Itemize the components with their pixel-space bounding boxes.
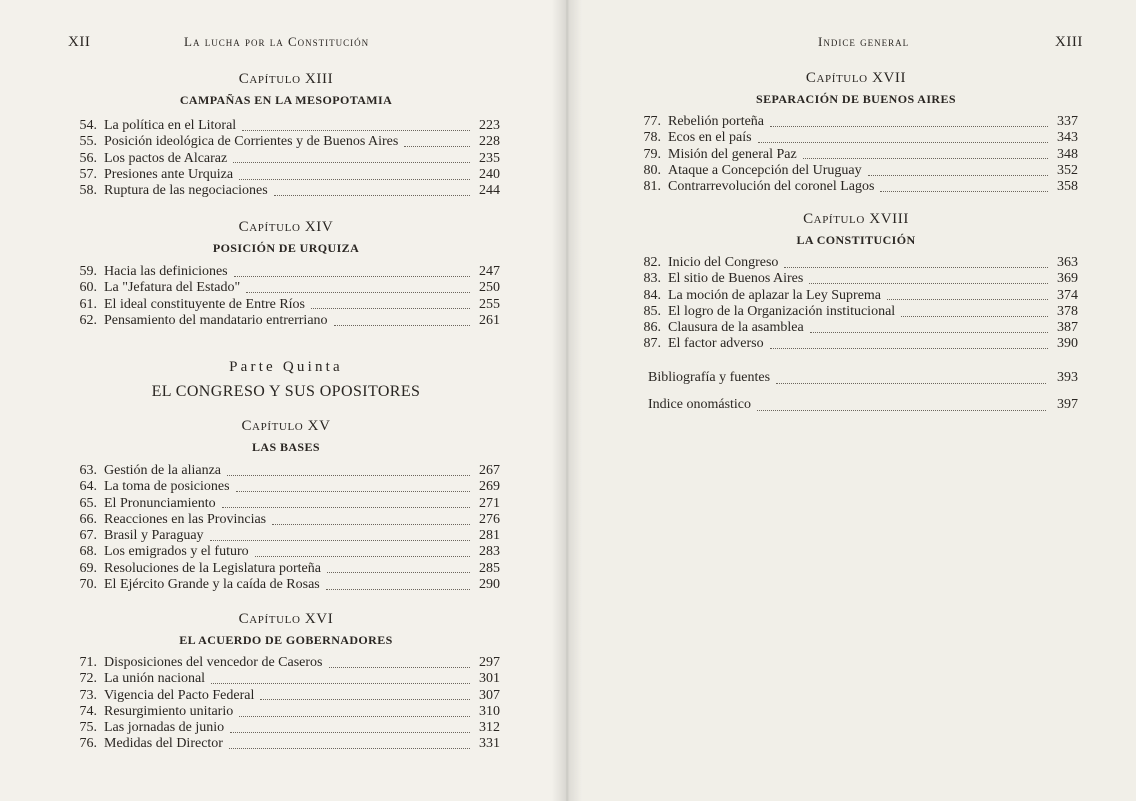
toc-entry[interactable] bbox=[60, 704, 500, 720]
dot-leader bbox=[784, 257, 1048, 268]
entry-page: 387 bbox=[1057, 320, 1078, 336]
dot-leader bbox=[260, 689, 470, 700]
entry-number: 64. bbox=[79, 479, 97, 495]
right-page-number: XIII bbox=[1055, 34, 1083, 50]
entry-page: 337 bbox=[1057, 114, 1078, 129]
entry-page: 269 bbox=[479, 479, 500, 495]
back-matter-page: 397 bbox=[1057, 397, 1078, 412]
entry-page: 331 bbox=[479, 736, 500, 752]
entry-number: 68. bbox=[79, 544, 97, 560]
toc-entry[interactable] bbox=[60, 264, 500, 280]
toc-entry[interactable] bbox=[624, 179, 1078, 195]
dot-leader bbox=[230, 722, 470, 733]
toc-entry[interactable] bbox=[60, 577, 500, 593]
entry-title: La unión nacional bbox=[104, 671, 206, 687]
entry-number: 79. bbox=[643, 146, 661, 162]
toc-entry[interactable] bbox=[624, 271, 1078, 287]
entry-title: Los emigrados y el futuro bbox=[104, 544, 249, 560]
entry-page: 390 bbox=[1057, 336, 1078, 352]
toc-entry[interactable] bbox=[60, 561, 500, 577]
entry-title: Medidas del Director bbox=[104, 736, 223, 752]
entry-page: 250 bbox=[479, 280, 500, 296]
entry-number: 59. bbox=[79, 264, 97, 279]
toc-entry[interactable] bbox=[60, 512, 500, 528]
entry-title: Rebelión porteña bbox=[668, 114, 765, 129]
toc-entry[interactable] bbox=[624, 130, 1078, 146]
toc-entry[interactable] bbox=[624, 163, 1078, 179]
entry-page: 290 bbox=[479, 577, 500, 593]
entry-number: 56. bbox=[79, 150, 97, 166]
dot-leader bbox=[234, 266, 470, 277]
entry-title: El ideal constituyente de Entre Ríos bbox=[104, 296, 306, 312]
entry-number: 81. bbox=[643, 179, 661, 195]
dot-leader bbox=[329, 657, 471, 668]
left-page-number: XII bbox=[68, 34, 91, 50]
entry-page: 223 bbox=[479, 118, 500, 133]
entry-title: Misión del general Paz bbox=[668, 146, 797, 162]
entry-page: 271 bbox=[479, 495, 500, 511]
entry-page: 378 bbox=[1057, 303, 1078, 319]
toc-entry[interactable] bbox=[60, 544, 500, 560]
chapter-18-entries bbox=[624, 255, 1078, 353]
dot-leader bbox=[404, 136, 470, 147]
entry-page: 312 bbox=[479, 720, 500, 736]
dot-leader bbox=[210, 530, 470, 541]
entry-number: 75. bbox=[79, 720, 97, 736]
chapter-17-entries bbox=[624, 114, 1078, 195]
entry-page: 244 bbox=[479, 183, 500, 199]
dot-leader bbox=[803, 148, 1048, 159]
entry-page: 310 bbox=[479, 703, 500, 719]
entry-number: 60. bbox=[79, 280, 97, 296]
entry-title: El Ejército Grande y la caída de Rosas bbox=[104, 577, 320, 593]
dot-leader bbox=[809, 273, 1048, 284]
chapter-17-subtitle: SEPARACIÓN DE BUENOS AIRES bbox=[756, 92, 956, 106]
chapter-16-entries bbox=[60, 655, 500, 753]
entry-number: 65. bbox=[79, 495, 97, 511]
entry-title: Inicio del Congreso bbox=[668, 255, 779, 270]
dot-leader bbox=[757, 400, 1046, 411]
chapter-15-subtitle: LAS BASES bbox=[252, 440, 320, 454]
toc-entry[interactable] bbox=[60, 151, 500, 167]
part-title: EL CONGRESO Y SUS OPOSITORES bbox=[151, 383, 421, 400]
toc-entry[interactable] bbox=[624, 147, 1078, 163]
entry-number: 76. bbox=[79, 736, 97, 752]
entry-title: Los pactos de Alcaraz bbox=[104, 150, 228, 166]
toc-entry[interactable] bbox=[60, 479, 500, 495]
entry-number: 78. bbox=[643, 130, 661, 146]
entry-page: 352 bbox=[1057, 162, 1078, 178]
toc-entry[interactable] bbox=[60, 280, 500, 296]
entry-number: 54. bbox=[79, 118, 97, 133]
dot-leader bbox=[776, 373, 1046, 384]
entry-number: 67. bbox=[79, 528, 97, 544]
entry-title: La política en el Litoral bbox=[104, 118, 237, 133]
toc-entry[interactable] bbox=[60, 688, 500, 704]
dot-leader bbox=[272, 514, 470, 525]
entry-page: 297 bbox=[479, 655, 500, 670]
dot-leader bbox=[901, 306, 1048, 317]
entry-number: 86. bbox=[643, 320, 661, 336]
entry-number: 83. bbox=[643, 271, 661, 287]
entry-title: Pensamiento del mandatario entrerriano bbox=[104, 312, 328, 328]
back-matter-bibliography[interactable] bbox=[648, 370, 1078, 386]
entry-number: 77. bbox=[643, 114, 661, 129]
entry-page: 247 bbox=[479, 264, 500, 279]
entry-title: Posición ideológica de Corrientes y de Buenos Aires bbox=[104, 134, 399, 150]
back-matter-page: 393 bbox=[1057, 370, 1078, 385]
entry-page: 267 bbox=[479, 463, 500, 478]
entry-number: 69. bbox=[79, 560, 97, 576]
entry-title: Contrarrevolución del coronel Lagos bbox=[668, 179, 875, 195]
dot-leader bbox=[327, 562, 470, 573]
toc-entry[interactable] bbox=[60, 183, 500, 199]
dot-leader bbox=[887, 289, 1048, 300]
entry-title: La toma de posiciones bbox=[104, 479, 230, 495]
book-gutter bbox=[552, 0, 582, 801]
entry-number: 80. bbox=[643, 162, 661, 178]
entry-page: 363 bbox=[1057, 255, 1078, 270]
toc-entry[interactable] bbox=[60, 118, 500, 134]
dot-leader bbox=[239, 169, 470, 180]
chapter-14-entries bbox=[60, 264, 500, 329]
chapter-13-entries bbox=[60, 118, 500, 199]
entry-number: 71. bbox=[79, 655, 97, 670]
entry-page: 343 bbox=[1057, 130, 1078, 146]
entry-page: 369 bbox=[1057, 271, 1078, 287]
entry-title: Clausura de la asamblea bbox=[668, 320, 804, 336]
toc-entry[interactable] bbox=[60, 297, 500, 313]
entry-number: 87. bbox=[643, 336, 661, 352]
entry-number: 85. bbox=[643, 303, 661, 319]
toc-entry[interactable] bbox=[60, 463, 500, 479]
entry-title: Vigencia del Pacto Federal bbox=[104, 687, 255, 703]
dot-leader bbox=[274, 185, 470, 196]
back-matter-index[interactable] bbox=[648, 397, 1078, 413]
part-label: Parte Quinta bbox=[229, 359, 343, 375]
dot-leader bbox=[326, 579, 470, 590]
chapter-16-subtitle: EL ACUERDO DE GOBERNADORES bbox=[179, 633, 393, 647]
entry-title: El factor adverso bbox=[668, 336, 764, 352]
dot-leader bbox=[242, 120, 470, 131]
toc-entry[interactable] bbox=[60, 720, 500, 736]
toc-entry[interactable] bbox=[624, 114, 1078, 130]
entry-title: Disposiciones del vencedor de Caseros bbox=[104, 655, 323, 670]
chapter-18-heading: Capítulo XVIII bbox=[803, 211, 909, 227]
dot-leader bbox=[868, 165, 1048, 176]
entry-page: 301 bbox=[479, 671, 500, 687]
dot-leader bbox=[222, 497, 470, 508]
left-page bbox=[0, 0, 566, 801]
toc-entry[interactable] bbox=[624, 255, 1078, 271]
entry-number: 72. bbox=[79, 671, 97, 687]
dot-leader bbox=[227, 465, 470, 476]
entry-title: Brasil y Paraguay bbox=[104, 528, 204, 544]
toc-entry[interactable] bbox=[60, 167, 500, 183]
entry-title: El sitio de Buenos Aires bbox=[668, 271, 804, 287]
chapter-14-subtitle: POSICIÓN DE URQUIZA bbox=[212, 241, 360, 255]
toc-entry[interactable] bbox=[60, 134, 500, 150]
entry-page: 307 bbox=[479, 687, 500, 703]
entry-page: 281 bbox=[479, 528, 500, 544]
entry-title: Hacia las definiciones bbox=[104, 264, 228, 279]
back-matter-title: Bibliografía y fuentes bbox=[648, 370, 771, 385]
entry-title: Presiones ante Urquiza bbox=[104, 166, 234, 182]
toc-entry[interactable] bbox=[624, 304, 1078, 320]
entry-page: 358 bbox=[1057, 179, 1078, 195]
toc-entry[interactable] bbox=[60, 313, 500, 329]
chapter-15-heading: Capítulo XV bbox=[241, 418, 331, 434]
entry-title: Gestión de la alianza bbox=[104, 463, 222, 478]
entry-title: Las jornadas de junio bbox=[104, 720, 225, 736]
entry-number: 63. bbox=[79, 463, 97, 478]
entry-number: 55. bbox=[79, 134, 97, 150]
entry-page: 235 bbox=[479, 150, 500, 166]
dot-leader bbox=[233, 152, 470, 163]
entry-title: Ruptura de las negociaciones bbox=[104, 183, 268, 199]
entry-number: 70. bbox=[79, 577, 97, 593]
toc-entry[interactable] bbox=[60, 736, 500, 752]
entry-number: 73. bbox=[79, 687, 97, 703]
entry-number: 62. bbox=[79, 312, 97, 328]
right-page bbox=[566, 0, 1136, 801]
back-matter-title: Indice onomástico bbox=[648, 397, 752, 412]
chapter-18-subtitle: LA CONSTITUCIÓN bbox=[796, 233, 916, 247]
entry-title: Ataque a Concepción del Uruguay bbox=[668, 162, 862, 178]
dot-leader bbox=[311, 298, 470, 309]
chapter-13-heading: Capítulo XIII bbox=[238, 71, 334, 87]
chapter-13-subtitle: CAMPAÑAS EN LA MESOPOTAMIA bbox=[179, 93, 393, 107]
entry-page: 261 bbox=[479, 312, 500, 328]
entry-page: 276 bbox=[479, 511, 500, 527]
chapter-14-heading: Capítulo XIV bbox=[238, 219, 334, 235]
toc-entry[interactable] bbox=[624, 320, 1078, 336]
dot-leader bbox=[239, 706, 470, 717]
dot-leader bbox=[810, 322, 1048, 333]
entry-page: 283 bbox=[479, 544, 500, 560]
dot-leader bbox=[236, 481, 470, 492]
entry-page: 228 bbox=[479, 134, 500, 150]
entry-number: 74. bbox=[79, 703, 97, 719]
entry-title: El Pronunciamiento bbox=[104, 495, 216, 511]
toc-entry[interactable] bbox=[60, 496, 500, 512]
entry-page: 285 bbox=[479, 560, 500, 576]
dot-leader bbox=[255, 546, 470, 557]
left-running-head: La lucha por la Constitución bbox=[184, 34, 370, 49]
entry-number: 84. bbox=[643, 287, 661, 303]
entry-title: Reacciones en las Provincias bbox=[104, 511, 267, 527]
toc-entry[interactable] bbox=[60, 655, 500, 671]
dot-leader bbox=[770, 116, 1048, 127]
dot-leader bbox=[758, 132, 1048, 143]
chapter-16-heading: Capítulo XVI bbox=[238, 611, 334, 627]
entry-title: La "Jefatura del Estado" bbox=[104, 280, 241, 296]
chapter-17-heading: Capítulo XVII bbox=[805, 70, 907, 86]
toc-entry[interactable] bbox=[60, 671, 500, 687]
dot-leader bbox=[770, 338, 1048, 349]
dot-leader bbox=[880, 181, 1048, 192]
dot-leader bbox=[246, 282, 470, 293]
dot-leader bbox=[211, 673, 470, 684]
entry-number: 58. bbox=[79, 183, 97, 199]
chapter-15-entries bbox=[60, 463, 500, 593]
entry-number: 66. bbox=[79, 511, 97, 527]
entry-page: 348 bbox=[1057, 146, 1078, 162]
entry-title: Resoluciones de la Legislatura porteña bbox=[104, 560, 321, 576]
toc-entry[interactable] bbox=[624, 336, 1078, 352]
dot-leader bbox=[334, 315, 470, 326]
entry-number: 57. bbox=[79, 166, 97, 182]
dot-leader bbox=[229, 738, 470, 749]
right-running-head: Indice general bbox=[818, 34, 910, 49]
toc-entry[interactable] bbox=[60, 528, 500, 544]
toc-entry[interactable] bbox=[624, 288, 1078, 304]
entry-title: El logro de la Organización institucional bbox=[668, 303, 896, 319]
entry-title: Ecos en el país bbox=[668, 130, 752, 146]
entry-page: 374 bbox=[1057, 287, 1078, 303]
entry-number: 61. bbox=[79, 296, 97, 312]
entry-title: Resurgimiento unitario bbox=[104, 703, 234, 719]
entry-page: 255 bbox=[479, 296, 500, 312]
entry-number: 82. bbox=[643, 255, 661, 270]
entry-title: La moción de aplazar la Ley Suprema bbox=[668, 287, 882, 303]
entry-page: 240 bbox=[479, 166, 500, 182]
